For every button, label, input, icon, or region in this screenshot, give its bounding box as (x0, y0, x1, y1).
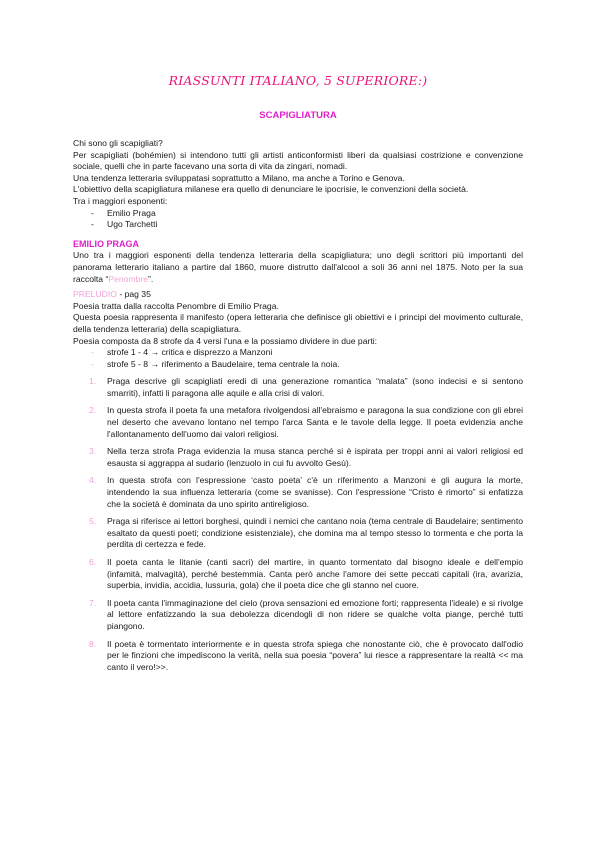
section-heading: SCAPIGLIATURA (259, 110, 337, 121)
exponent-name: Emilio Praga (107, 207, 156, 218)
preludio-line-3: Poesia composta da 8 strofe da 4 versi l'una e la possiamo dividere in due parti: (73, 335, 378, 346)
praga-text: Uno tra i maggiori esponenti della tendenza letteraria della scapigliatura; uno degli scrittori più importanti del panorama letterario italiano a partire dal 1860, muore distrutto dall'alcool a soli 36 anni nel 1875. Noto per la sua raccolta “ (73, 250, 523, 284)
list-item (73, 219, 523, 231)
stanza-number: 8. (89, 638, 97, 649)
list-item (73, 359, 523, 371)
list-item (73, 208, 523, 220)
stanza-text: Il poeta canta l'immaginazione del cielo (prova sensazioni ed emozione forti; rappresenta l'ideale) e si rivolge al lettore enfatizzando la sua debolezza dicendogli di non ridere se qualche volta piange, perché tutti piangono. (107, 597, 523, 631)
stanza-item (73, 376, 523, 399)
stanza-text: Il poeta canta le litanie (canti sacri) del martire, in quanto tormentato dal bisogno ideale e dell'empio (infamità, malvagità), perché bestemmia. Canta però anche l'amore dei sette peccati capitali (ira, avarizia, superbia, invidia, accidia, lussuria, gola) che il poeta dice che gli stanno nel cuore. (107, 557, 523, 591)
stanza-text: Nella terza strofa Praga evidenzia la musa stanca perché si è ispirata per troppi anni ai valori religiosi ed esausta si aggrappa al sudario (lenzuolo in cui fu avvolto Gesù). (107, 446, 523, 468)
stanza-text: In questa strofa il poeta fa una metafora rivolgendosi all'ebraismo e paragona la sua condizione con gli ebrei nel deserto che avevano lontano nel tempo l'arca Santa e le tavole della legge. Il poeta evidenzia anche l'allontanamento dell'uomo dai valori religiosi. (107, 405, 523, 439)
stanza-text: In questa strofa con l'espressione ‘casto poeta’ c'è un riferimento a Manzoni e gli augura la morte, intendendo la sua influenza letteraria (come se svanisse). Con l'espressione “Cristo è rimorto” si enfatizza che la società è dominata da uno spirito antireligioso. (107, 475, 523, 509)
exponent-name: Ugo Tarchetti (107, 219, 158, 230)
dash-marker: - (91, 358, 94, 369)
stanza-item (73, 405, 523, 440)
stanza-number: 2. (89, 405, 97, 416)
stanza-item (73, 639, 523, 674)
praga-heading: EMILIO PRAGA (73, 238, 140, 249)
intro-paragraph-4: Tra i maggiori esponenti: (73, 195, 168, 206)
intro-paragraph-2: Una tendenza letteraria sviluppatasi soprattutto a Milano, ma anche a Torino e Genova. (73, 172, 405, 183)
dash-marker: - (91, 347, 94, 358)
intro-question: Chi sono gli scapigliati? (73, 138, 163, 148)
stanza-number: 5. (89, 516, 97, 527)
stanza-number: 3. (89, 446, 97, 457)
preludio-heading: PRELUDIO (73, 289, 117, 300)
stanza-text: Praga si riferisce ai lettori borghesi, quindi i nemici che cantano noia (tema centrale di Baudelaire; sentimento esaltato da questi poeti; condizione esistenziale), che domina ma al tempo stesso lo tormenta e che porta la perdita di certezza e fede. (107, 516, 523, 550)
stanza-number: 6. (89, 557, 97, 567)
intro-paragraph-1: Per scapigliati (bohémien) si intendono tutti gli artisti anticonformisti liberi da qualsiasi costrizione e convenzione sociale, quelli che in parte facevano una sorta di vita da zingari, nomadi. (73, 149, 523, 172)
dash-marker: - (91, 219, 94, 230)
dash-marker: - (91, 207, 94, 218)
intro-paragraph-3: L'obiettivo della scapigliatura milanese era quello di denunciare le ipocrisie, le convenzioni della società. (73, 184, 469, 195)
preludio-heading-line (73, 289, 523, 301)
part-text: strofe 1 - 4 → critica e disprezzo a Manzoni (107, 347, 273, 358)
part-text: strofe 5 - 8 → riferimento a Baudelaire, tema centrale la noia. (107, 358, 340, 369)
stanza-text: Il poeta è tormentato interiormente e in questa strofa spiega che nonostante ciò, che è provocato dall'odio per le finzioni che impediscono la verità, nella sua poesia “povera” lui riesce a rappresentare la realtà << ma canto il vero!>>. (107, 638, 523, 672)
stanza-list (73, 376, 523, 673)
stanza-number: 1. (89, 376, 97, 387)
document-body (73, 138, 523, 673)
stanza-item (73, 557, 523, 592)
page-reference: - pag 35 (116, 289, 151, 300)
stanza-item (73, 475, 523, 510)
praga-text-end: ”. (148, 273, 154, 284)
penombre-highlight: Penombre (108, 273, 148, 284)
stanza-number: 7. (89, 597, 97, 608)
stanza-item (73, 598, 523, 633)
document-title: RIASSUNTI ITALIANO, 5 SUPERIORE:) (168, 73, 428, 88)
stanza-item (73, 516, 523, 551)
praga-paragraph (73, 250, 523, 285)
parts-list (73, 347, 523, 370)
list-item (73, 347, 523, 359)
exponents-list (73, 208, 523, 231)
preludio-line-2: Questa poesia rappresenta il manifesto (opera letteraria che definisce gli obiettivi e i principi del movimento culturale, della tendenza letteraria) della scapigliatura. (73, 312, 523, 334)
preludio-line-1: Poesia tratta dalla raccolta Penombre di Emilio Praga. (73, 300, 279, 311)
stanza-number: 4. (89, 475, 97, 486)
stanza-item (73, 446, 523, 469)
stanza-text: Praga descrive gli scapigliati eredi di una generazione romantica “malata” (sono indecisi e si sentono smarriti), infatti li paragona alle aquile e alla crisi di valori. (107, 376, 523, 398)
